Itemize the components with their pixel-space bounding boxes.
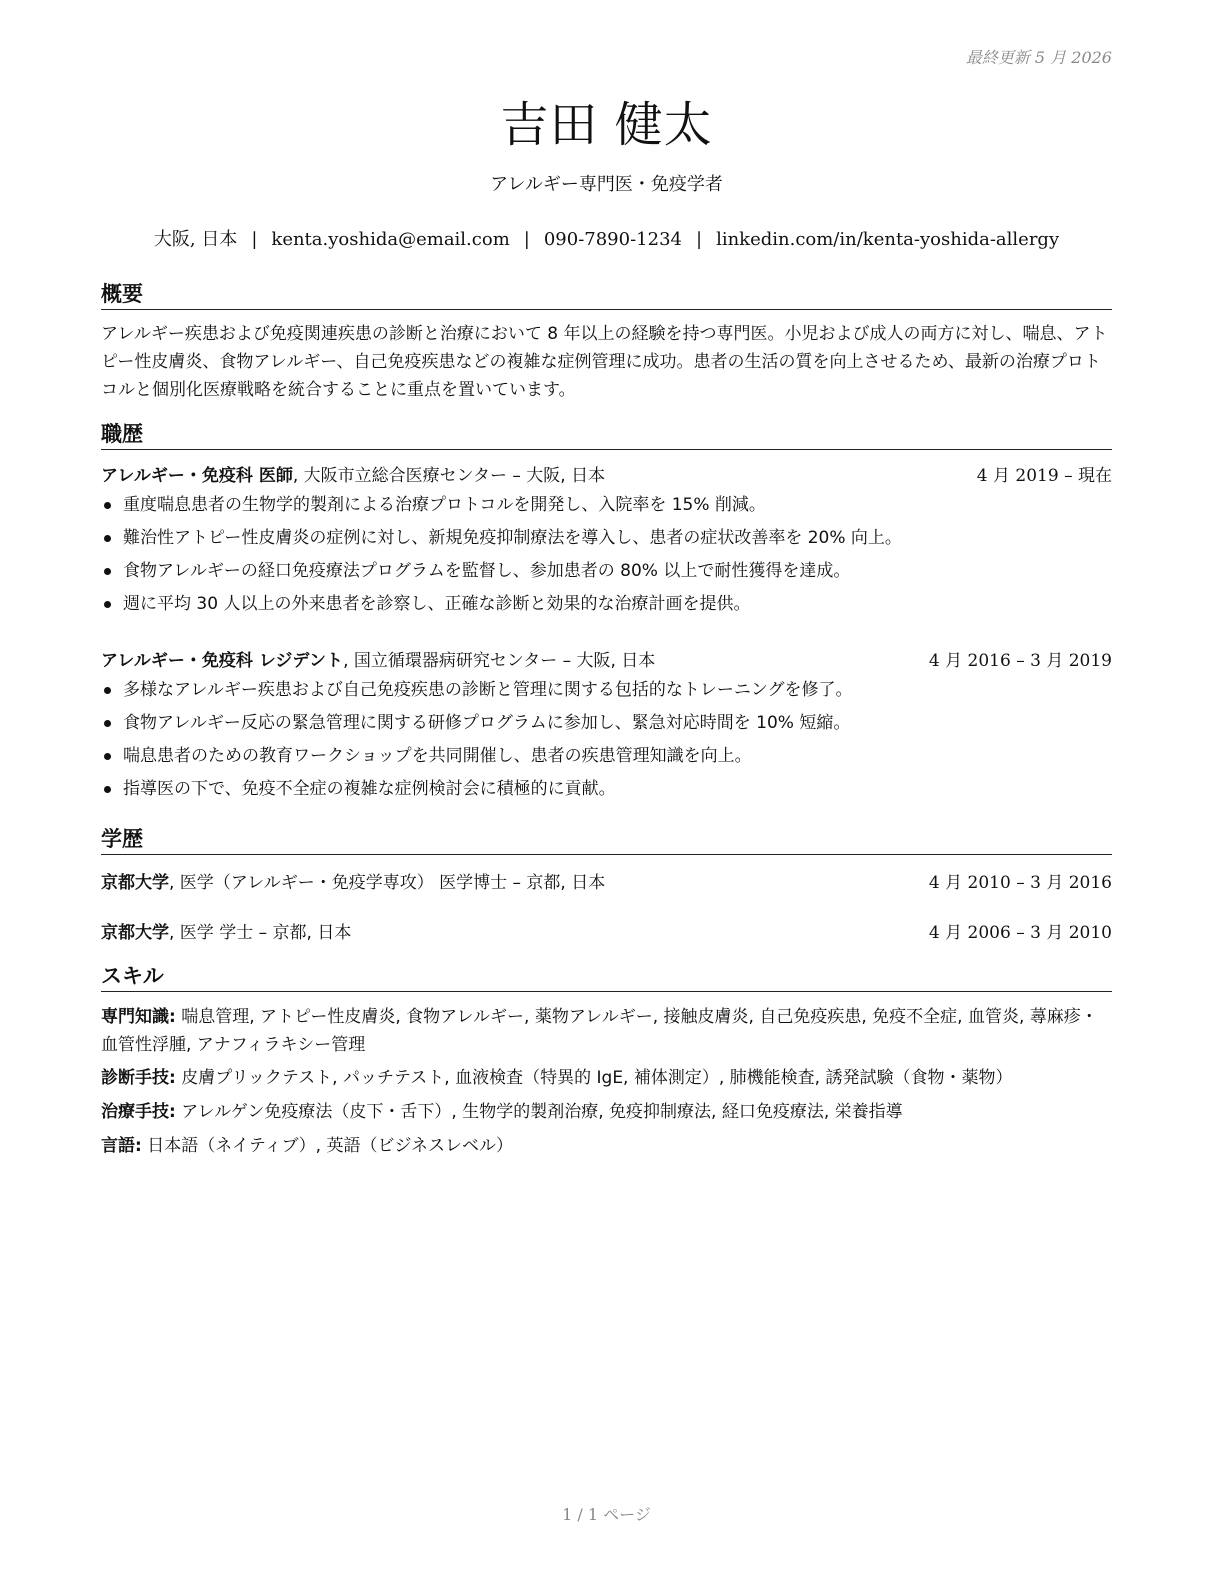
- section-title-summary: 概要: [101, 278, 1112, 310]
- list-item: [101, 776, 1112, 809]
- list-item: [101, 743, 1112, 776]
- contact-separator: |: [523, 229, 530, 250]
- contact-separator: |: [251, 229, 258, 250]
- skill-row-languages: [101, 1132, 1112, 1160]
- contact-line: [101, 225, 1112, 251]
- list-item: [101, 710, 1112, 743]
- experience-role: [101, 646, 655, 671]
- job-title: アレルギー・免疫科 レジデント: [101, 651, 344, 671]
- contact-phone: 090-7890-1234: [543, 229, 682, 250]
- education-entry: [101, 918, 1112, 944]
- bullet-icon: [104, 535, 111, 542]
- experience-entry-header: [101, 646, 1112, 672]
- bullet-icon: [104, 568, 111, 575]
- contact-location: 大阪, 日本: [153, 229, 238, 250]
- resume-page: [101, 0, 1112, 1584]
- list-item: [101, 558, 1112, 591]
- skill-label: 専門知識:: [101, 1007, 176, 1027]
- list-item: [101, 492, 1112, 525]
- experience-entry-header: [101, 461, 1112, 487]
- degree-detail: , 医学（アレルギー・免疫学専攻） 医学博士 – 京都, 日本: [169, 873, 606, 893]
- education-degree: [101, 918, 351, 943]
- skill-label: 治療手技:: [101, 1102, 176, 1122]
- contact-email[interactable]: kenta.yoshida@email.com: [271, 229, 510, 250]
- bullet-text: 週に平均 30 人以上の外来患者を診察し、正確な診断と効果的な治療計画を提供。: [123, 594, 751, 614]
- bullet-text: 食物アレルギー反応の緊急管理に関する研修プログラムに参加し、緊急対応時間を 10% 短縮。: [123, 713, 851, 733]
- candidate-name: 吉田 健太: [500, 97, 713, 153]
- employer: , 大阪市立総合医療センター – 大阪, 日本: [292, 466, 606, 486]
- bullet-icon: [104, 601, 111, 608]
- bullet-text: 多様なアレルギー疾患および自己免疫疾患の診断と管理に関する包括的なトレーニングを修了。: [123, 680, 853, 700]
- education-dates: 4 月 2006 – 3 月 2010: [928, 923, 1112, 943]
- summary-text: アレルギー疾患および免疫関連疾患の診断と治療において 8 年以上の経験を持つ専門医。小児および成人の両方に対し、喘息、アトピー性皮膚炎、食物アレルギー、自己免疫疾患などの複雑な症例管理に成功。患者の生活の質を向上させるため、最新の治療プロトコルと個別化医療戦略を統合することに重点を置いています。: [101, 324, 1108, 400]
- bullet-text: 食物アレルギーの経口免疫療法プログラムを監督し、参加患者の 80% 以上で耐性獲得を達成。: [123, 561, 851, 581]
- skill-label: 言語:: [101, 1136, 142, 1156]
- school-name: 京都大学: [101, 873, 169, 893]
- experience-bullets: [101, 492, 1112, 624]
- experience-role: [101, 461, 605, 486]
- bullet-icon: [104, 786, 111, 793]
- education-degree: [101, 868, 605, 893]
- degree-detail: , 医学 学士 – 京都, 日本: [169, 923, 352, 943]
- skill-row-expertise: [101, 1003, 1112, 1059]
- skill-value: 皮膚プリックテスト, パッチテスト, 血液検査（特異的 IgE, 補体測定）, 肺機能検査, 誘発試験（食物・薬物）: [175, 1068, 1013, 1088]
- section-title-skills: スキル: [101, 960, 1112, 992]
- job-title: アレルギー・免疫科 医師: [101, 466, 293, 486]
- skill-label: 診断手技:: [101, 1068, 176, 1088]
- contact-linkedin[interactable]: linkedin.com/in/kenta-yoshida-allergy: [716, 229, 1060, 250]
- page-number: 1 / 1 ページ: [562, 1505, 651, 1524]
- bullet-icon: [104, 687, 111, 694]
- contact-separator: |: [695, 229, 703, 250]
- bullet-text: 指導医の下で、免疫不全症の複雑な症例検討会に積極的に貢献。: [123, 779, 616, 799]
- employer: , 国立循環器病研究センター – 大阪, 日本: [343, 651, 656, 671]
- list-item: [101, 591, 1112, 624]
- bullet-icon: [104, 502, 111, 509]
- bullet-text: 重度喘息患者の生物学的製剤による治療プロトコルを開発し、入院率を 15% 削減。: [123, 495, 766, 515]
- skill-row-diagnostics: [101, 1064, 1112, 1092]
- skill-value: 喘息管理, アトピー性皮膚炎, 食物アレルギー, 薬物アレルギー, 接触皮膚炎, 自己免疫疾患, 免疫不全症, 血管炎, 蕁麻疹・血管性浮腫, アナフィラキシー管理: [101, 1007, 1098, 1055]
- bullet-icon: [104, 720, 111, 727]
- education-entry: [101, 868, 1112, 894]
- list-item: [101, 677, 1112, 710]
- skill-row-treatments: [101, 1098, 1112, 1126]
- headline: アレルギー専門医・免疫学者: [490, 174, 723, 195]
- skill-value: アレルゲン免疫療法（皮下・舌下）, 生物学的製剤治療, 免疫抑制療法, 経口免疫療法, 栄養指導: [175, 1102, 903, 1122]
- school-name: 京都大学: [101, 923, 169, 943]
- education-dates: 4 月 2010 – 3 月 2016: [928, 873, 1112, 893]
- experience-bullets: [101, 677, 1112, 809]
- job-dates: 4 月 2019 – 現在: [976, 466, 1112, 486]
- skill-value: 日本語（ネイティブ）, 英語（ビジネスレベル）: [141, 1136, 513, 1156]
- bullet-text: 難治性アトピー性皮膚炎の症例に対し、新規免疫抑制療法を導入し、患者の症状改善率を 20% 向上。: [123, 528, 902, 548]
- section-title-education: 学歴: [101, 823, 1112, 855]
- last-updated: 最終更新 5 月 2026: [965, 48, 1112, 67]
- bullet-icon: [104, 753, 111, 760]
- job-dates: 4 月 2016 – 3 月 2019: [928, 651, 1112, 671]
- bullet-text: 喘息患者のための教育ワークショップを共同開催し、患者の疾患管理知識を向上。: [123, 746, 752, 766]
- list-item: [101, 525, 1112, 558]
- section-title-experience: 職歴: [101, 418, 1112, 450]
